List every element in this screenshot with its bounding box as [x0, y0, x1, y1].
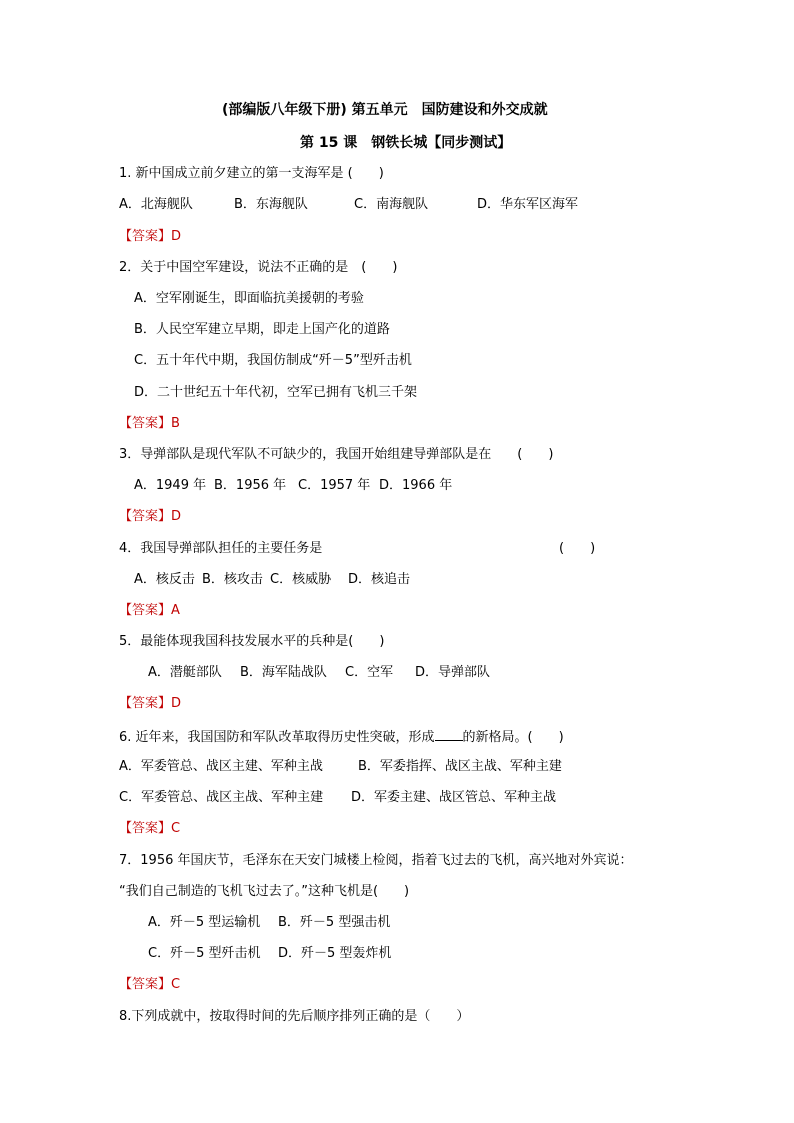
option-c: C．军委管总、战区主战、军种主建	[119, 790, 324, 805]
question-2-option-d: D．二十世纪五十年代初，空军已拥有飞机三千架	[134, 385, 418, 400]
option-b: B．东海舰队	[234, 197, 308, 212]
answer-value: D	[171, 229, 182, 244]
option-b: B．核攻击	[202, 572, 263, 587]
answer-value: D	[171, 509, 182, 524]
question-6-stem-before: 6. 近年来，我国国防和军队改革取得历史性突破，形成	[119, 730, 435, 745]
question-4-options	[134, 571, 410, 589]
question-4-answer-paren: ( )	[559, 541, 596, 556]
option-c: C．1957 年	[298, 478, 371, 493]
answer-value: A	[171, 603, 180, 618]
question-7-options-row2	[148, 945, 391, 963]
option-d: D．歼－5 型轰炸机	[278, 946, 392, 961]
option-a: A．军委管总、战区主建、军种主战	[119, 759, 323, 774]
answer-value: C	[171, 977, 181, 992]
option-d: D．军委主建、战区管总、军种主战	[351, 790, 557, 805]
option-d: D．1966 年	[379, 478, 453, 493]
lesson-subtitle: 第 15 课 钢铁长城【同步测试】	[300, 135, 512, 151]
question-7-answer	[119, 976, 180, 994]
question-8-stem: 8.下列成就中，按取得时间的先后顺序排列正确的是（ ）	[119, 1009, 470, 1024]
question-4-stem: 4．我国导弹部队担任的主要任务是	[119, 541, 323, 556]
question-4-answer	[119, 602, 180, 620]
option-a: A．1949 年	[134, 478, 207, 493]
answer-label: 【答案】	[119, 977, 172, 992]
answer-value: B	[171, 416, 180, 431]
option-b: B．1956 年	[214, 478, 287, 493]
question-6-options-row2	[119, 789, 556, 807]
question-5-answer	[119, 695, 181, 713]
option-d: D．导弹部队	[415, 665, 491, 680]
question-6-answer	[119, 820, 180, 838]
question-6-stem-after: 的新格局。( )	[462, 730, 564, 745]
answer-label: 【答案】	[119, 821, 172, 836]
option-b: B．军委指挥、战区主战、军种主建	[358, 759, 562, 774]
question-2-option-b: B．人民空军建立早期，即走上国产化的道路	[134, 322, 390, 337]
document-title: (部编版八年级下册) 第五单元 国防建设和外交成就	[222, 102, 548, 118]
question-2-option-c: C．五十年代中期，我国仿制成“歼－5”型歼击机	[134, 353, 412, 368]
option-a: A．核反击	[134, 572, 195, 587]
question-7-stem-continued: “我们自己制造的飞机飞过去了。”这种飞机是( )	[119, 884, 410, 899]
question-7-options-row1	[148, 914, 390, 932]
option-b: B．歼－5 型强击机	[278, 915, 391, 930]
question-1-options	[119, 196, 578, 214]
answer-value: D	[171, 696, 182, 711]
answer-label: 【答案】	[119, 416, 172, 431]
question-5-options	[148, 664, 490, 682]
option-c: C．空军	[345, 665, 394, 680]
question-3-answer	[119, 508, 181, 526]
question-3-stem: 3．导弹部队是现代军队不可缺少的，我国开始组建导弹部队是在 ( )	[119, 447, 554, 462]
question-1-stem: 1. 新中国成立前夕建立的第一支海军是 ( )	[119, 166, 384, 181]
question-2-answer	[119, 415, 180, 433]
option-c: C．南海舰队	[354, 197, 429, 212]
option-d: D．华东军区海军	[477, 197, 579, 212]
answer-value: C	[171, 821, 181, 836]
answer-label: 【答案】	[119, 696, 172, 711]
question-1-answer	[119, 228, 181, 246]
fill-in-blank	[435, 727, 463, 741]
question-7-stem: 7．1956 年国庆节，毛泽东在天安门城楼上检阅，指着飞过去的飞机，高兴地对外宾说：	[119, 853, 633, 868]
answer-label: 【答案】	[119, 603, 172, 618]
answer-label: 【答案】	[119, 509, 172, 524]
option-d: D．核追击	[348, 572, 411, 587]
question-3-options	[134, 477, 452, 495]
question-2-option-a: A．空军刚诞生，即面临抗美援朝的考验	[134, 291, 364, 306]
question-6-stem	[119, 727, 564, 747]
option-a: A．潜艇部队	[148, 665, 222, 680]
option-c: C．核威胁	[270, 572, 332, 587]
answer-label: 【答案】	[119, 229, 172, 244]
option-a: A．北海舰队	[119, 197, 193, 212]
option-c: C．歼－5 型歼击机	[148, 946, 261, 961]
option-a: A．歼－5 型运输机	[148, 915, 261, 930]
option-b: B．海军陆战队	[240, 665, 327, 680]
question-6-options-row1	[119, 758, 562, 776]
question-2-stem: 2．关于中国空军建设，说法不正确的是 ( )	[119, 260, 398, 275]
question-5-stem: 5．最能体现我国科技发展水平的兵种是( )	[119, 634, 385, 649]
